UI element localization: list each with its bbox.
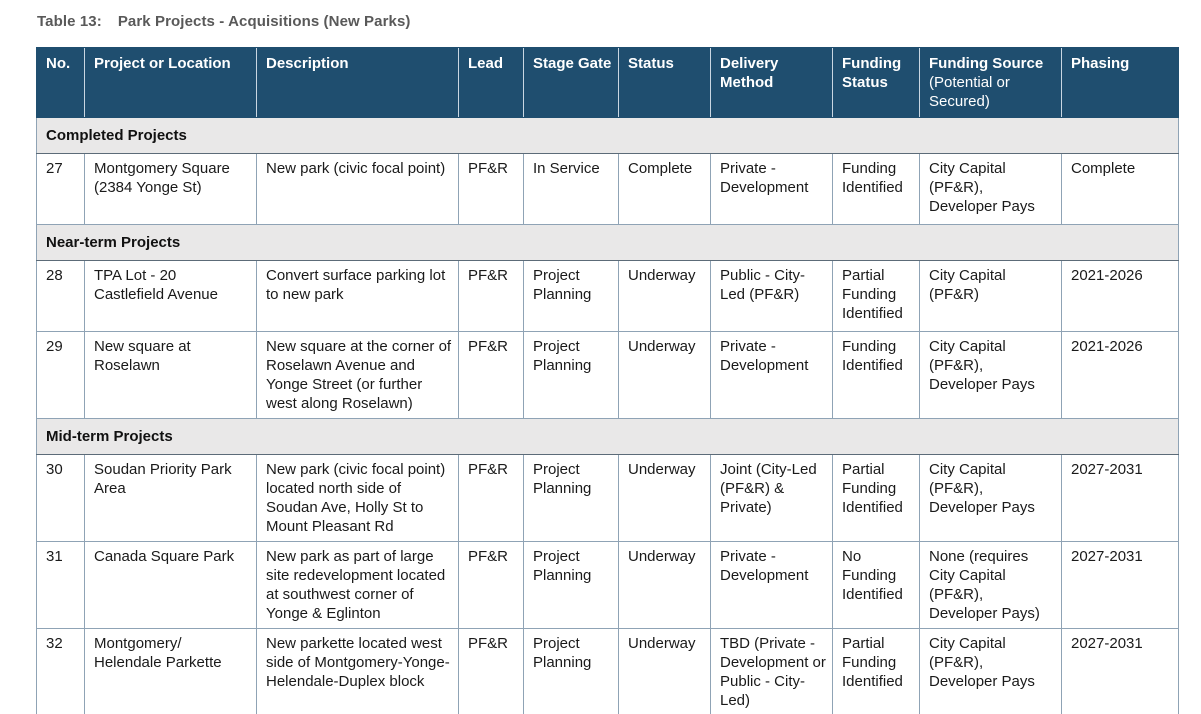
cell-stage-gate: Project Planning bbox=[524, 261, 619, 332]
section-row-mid-term-projects bbox=[37, 419, 1179, 455]
table-row-31 bbox=[37, 542, 1179, 629]
cell-funding-source: City Capital (PF&R), Developer Pays bbox=[920, 154, 1062, 225]
cell-phasing: Complete bbox=[1062, 154, 1179, 225]
cell-stage-gate: Project Planning bbox=[524, 542, 619, 629]
cell-funding-status: Partial Funding Identified bbox=[833, 629, 920, 714]
cell-funding-source: None (requires City Capital (PF&R), Developer Pays) bbox=[920, 542, 1062, 629]
cell-delivery-method: TBD (Private - Development or Public - City-Led) bbox=[711, 629, 833, 714]
cell-funding-status: Partial Funding Identified bbox=[833, 261, 920, 332]
cell-delivery-method: Private - Development bbox=[711, 154, 833, 225]
cell-funding-status: Funding Identified bbox=[833, 332, 920, 419]
section-row-completed-projects bbox=[37, 118, 1179, 154]
column-header-delivery-method: Delivery Method bbox=[711, 48, 833, 118]
cell-project-or-location: Soudan Priority Park Area bbox=[85, 455, 257, 542]
cell-funding-source: City Capital (PF&R) bbox=[920, 261, 1062, 332]
column-header-status: Status bbox=[619, 48, 711, 118]
cell-funding-status: Funding Identified bbox=[833, 154, 920, 225]
column-header-no: No. bbox=[37, 48, 85, 118]
cell-lead: PF&R bbox=[459, 455, 524, 542]
column-header-description: Description bbox=[257, 48, 459, 118]
cell-description: New park (civic focal point) located north side of Soudan Ave, Holly St to Mount Pleasant Rd bbox=[257, 455, 459, 542]
table-row-28 bbox=[37, 261, 1179, 332]
column-header-lead: Lead bbox=[459, 48, 524, 118]
cell-phasing: 2027-2031 bbox=[1062, 542, 1179, 629]
header-row bbox=[37, 48, 1179, 118]
cell-no: 31 bbox=[37, 542, 85, 629]
cell-no: 27 bbox=[37, 154, 85, 225]
cell-funding-status: No Funding Identified bbox=[833, 542, 920, 629]
cell-description: Convert surface parking lot to new park bbox=[257, 261, 459, 332]
cell-no: 28 bbox=[37, 261, 85, 332]
cell-no: 30 bbox=[37, 455, 85, 542]
cell-project-or-location: New square at Roselawn bbox=[85, 332, 257, 419]
cell-status: Underway bbox=[619, 261, 711, 332]
cell-delivery-method: Private - Development bbox=[711, 332, 833, 419]
cell-project-or-location: Montgomery/ Helendale Parkette bbox=[85, 629, 257, 714]
cell-no: 29 bbox=[37, 332, 85, 419]
cell-phasing: 2021-2026 bbox=[1062, 261, 1179, 332]
cell-status: Complete bbox=[619, 154, 711, 225]
column-header-funding-source: Funding Source (Potential or Secured) bbox=[920, 48, 1062, 118]
section-title: Completed Projects bbox=[37, 118, 1179, 154]
cell-description: New park (civic focal point) bbox=[257, 154, 459, 225]
cell-lead: PF&R bbox=[459, 629, 524, 714]
cell-lead: PF&R bbox=[459, 332, 524, 419]
section-title: Near-term Projects bbox=[37, 225, 1179, 261]
table-body bbox=[37, 118, 1179, 714]
cell-description: New park as part of large site redevelopment located at southwest corner of Yonge & Eglinton bbox=[257, 542, 459, 629]
section-title: Mid-term Projects bbox=[37, 419, 1179, 455]
cell-funding-source: City Capital (PF&R), Developer Pays bbox=[920, 332, 1062, 419]
park-projects-table bbox=[36, 47, 1179, 714]
column-header-project-or-location: Project or Location bbox=[85, 48, 257, 118]
cell-description: New parkette located west side of Montgomery-Yonge-Helendale-Duplex block bbox=[257, 629, 459, 714]
cell-lead: PF&R bbox=[459, 154, 524, 225]
table-row-32 bbox=[37, 629, 1179, 714]
cell-phasing: 2027-2031 bbox=[1062, 629, 1179, 714]
table-row-29 bbox=[37, 332, 1179, 419]
cell-stage-gate: In Service bbox=[524, 154, 619, 225]
cell-status: Underway bbox=[619, 542, 711, 629]
cell-stage-gate: Project Planning bbox=[524, 629, 619, 714]
column-header-stage-gate: Stage Gate bbox=[524, 48, 619, 118]
cell-status: Underway bbox=[619, 455, 711, 542]
cell-lead: PF&R bbox=[459, 261, 524, 332]
section-row-near-term-projects bbox=[37, 225, 1179, 261]
table-number-label: Table 13: bbox=[37, 13, 102, 30]
cell-funding-source: City Capital (PF&R), Developer Pays bbox=[920, 629, 1062, 714]
table-row-27 bbox=[37, 154, 1179, 225]
cell-funding-status: Partial Funding Identified bbox=[833, 455, 920, 542]
column-header-phasing: Phasing bbox=[1062, 48, 1179, 118]
cell-no: 32 bbox=[37, 629, 85, 714]
cell-stage-gate: Project Planning bbox=[524, 455, 619, 542]
column-header-funding-status: Funding Status bbox=[833, 48, 920, 118]
cell-description: New square at the corner of Roselawn Avenue and Yonge Street (or further west along Roselawn) bbox=[257, 332, 459, 419]
cell-phasing: 2027-2031 bbox=[1062, 455, 1179, 542]
cell-funding-source: City Capital (PF&R), Developer Pays bbox=[920, 455, 1062, 542]
table-row-30 bbox=[37, 455, 1179, 542]
cell-delivery-method: Joint (City-Led (PF&R) & Private) bbox=[711, 455, 833, 542]
cell-phasing: 2021-2026 bbox=[1062, 332, 1179, 419]
table-title-text: Park Projects - Acquisitions (New Parks) bbox=[117, 13, 411, 30]
cell-status: Underway bbox=[619, 629, 711, 714]
cell-project-or-location: Montgomery Square (2384 Yonge St) bbox=[85, 154, 257, 225]
cell-lead: PF&R bbox=[459, 542, 524, 629]
cell-status: Underway bbox=[619, 332, 711, 419]
page-title bbox=[37, 13, 1179, 30]
cell-project-or-location: Canada Square Park bbox=[85, 542, 257, 629]
cell-project-or-location: TPA Lot - 20 Castlefield Avenue bbox=[85, 261, 257, 332]
cell-stage-gate: Project Planning bbox=[524, 332, 619, 419]
cell-delivery-method: Private - Development bbox=[711, 542, 833, 629]
cell-delivery-method: Public - City-Led (PF&R) bbox=[711, 261, 833, 332]
column-header-subtext: (Potential or Secured) bbox=[929, 74, 1010, 110]
